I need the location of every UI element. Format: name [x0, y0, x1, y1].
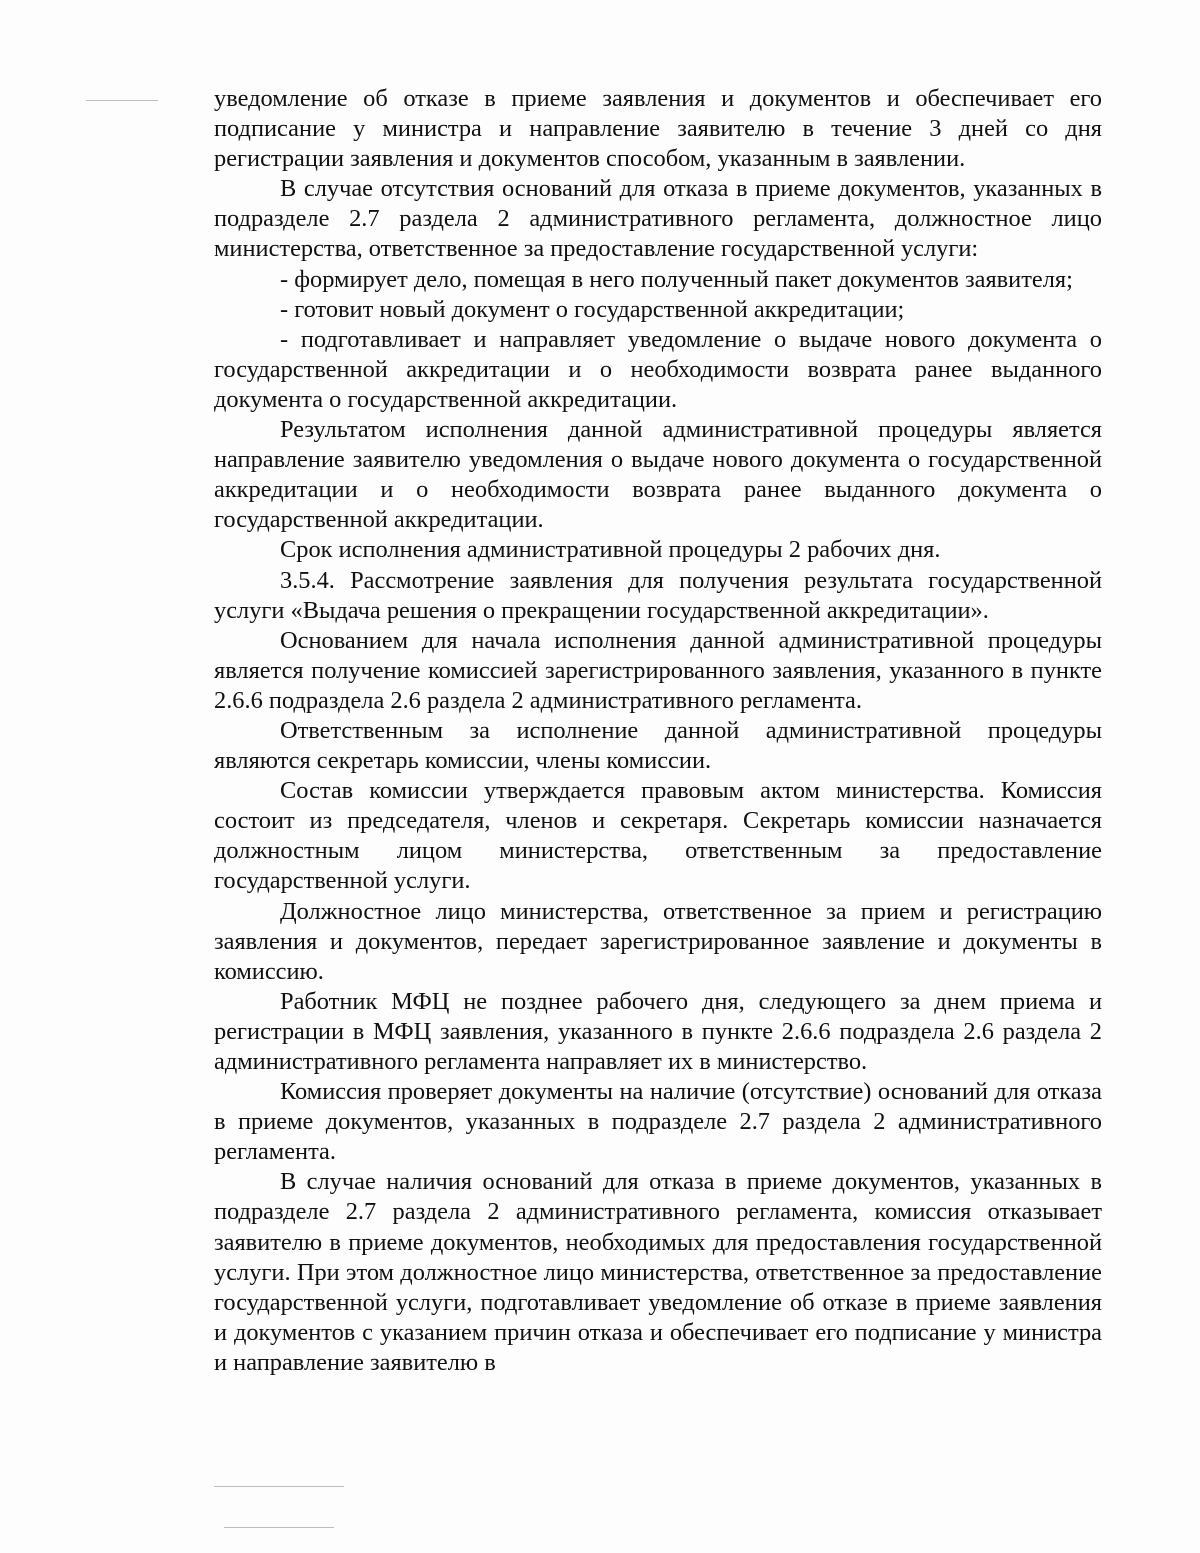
scan-artifact [224, 1527, 334, 1528]
section-heading-paragraph: 3.5.4. Рассмотрение заявления для получения результата государственной услуги «Выдача решения о прекращении государственной аккредитации». [214, 566, 1102, 624]
paragraph: уведомление об отказе в приеме заявления и документов и обеспечивает его подписание у министра и направление заявителю в течение 3 дней со дня регистрации заявления и документов способом, указанным в заявлении. [214, 85, 1102, 173]
scan-artifact [214, 1486, 344, 1487]
paragraph: - готовит новый документ о государственной аккредитации; [280, 295, 905, 323]
paragraph: Должностное лицо министерства, ответственное за прием и регистрацию заявления и документов, передает зарегистрированное заявление и документы в комиссию. [214, 897, 1102, 985]
paragraph: Работник МФЦ не позднее рабочего дня, следующего за днем приема и регистрации в МФЦ заявления, указанного в пункте 2.6.6 подраздела 2.6 раздела 2 административного регламента направляет их в министерство. [214, 987, 1102, 1075]
paragraph: В случае наличия оснований для отказа в приеме документов, указанных в подразделе 2.7 раздела 2 административного регламента, комиссия отказывает заявителю в приеме документов, необходимых для предоставления государственной услуги. При этом должностное лицо министерства, ответственное за предоставление государственной услуги, подготавливает уведомление об отказе в приеме заявления и документов с указанием причин отказа и обеспечивает его подписание у министра и направление заявителю в [214, 1168, 1102, 1376]
paragraph: Срок исполнения административной процедуры 2 рабочих дня. [280, 536, 941, 564]
scan-artifact [86, 100, 158, 101]
document-body [214, 84, 1102, 1378]
paragraph: Состав комиссии утверждается правовым актом министерства. Комиссия состоит из председателя, членов и секретаря. Секретарь комиссии назначается должностным лицом министерства, ответственным за предоставление государственной услуги. [214, 777, 1102, 895]
paragraph: Ответственным за исполнение данной административной процедуры являются секретарь комиссии, члены комиссии. [214, 716, 1102, 775]
paragraph: Комиссия проверяет документы на наличие (отсутствие) оснований для отказа в приеме документов, указанных в подразделе 2.7 раздела 2 административного регламента. [214, 1078, 1102, 1166]
paragraph: - подготавливает и направляет уведомление о выдаче нового документа о государственной аккредитации и о необходимости возврата ранее выданного документа о государственной аккредитации. [214, 325, 1102, 413]
paragraph: В случае отсутствия оснований для отказа в приеме документов, указанных в подразделе 2.7 раздела 2 административного регламента, должностное лицо министерства, ответственное за предоставление государственной услуги: [214, 175, 1102, 263]
paragraph: Основанием для начала исполнения данной административной процедуры является получение комиссией зарегистрированного заявления, указанного в пункте 2.6.6 подраздела 2.6 раздела 2 административного регламента. [214, 626, 1102, 714]
paragraph: - формирует дело, помещая в него полученный пакет документов заявителя; [280, 265, 1073, 293]
paragraph: Результатом исполнения данной административной процедуры является направление заявителю уведомления о выдаче нового документа о государственной аккредитации и о необходимости возврата ранее выданного документа о государственной аккредитации. [214, 416, 1102, 534]
